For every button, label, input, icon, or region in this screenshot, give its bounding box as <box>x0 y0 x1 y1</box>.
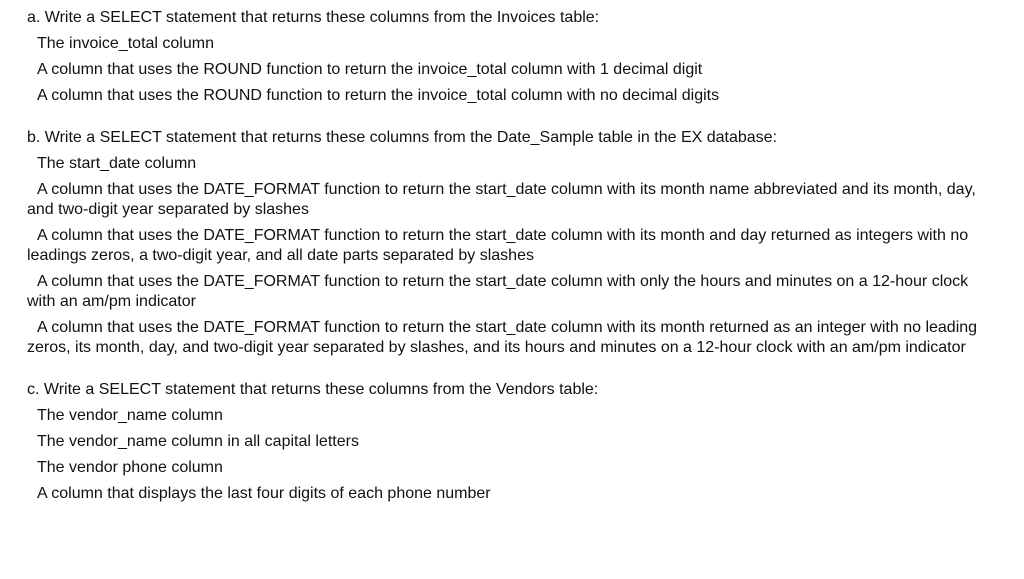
exercise-b-item: A column that uses the DATE_FORMAT function to return the start_date column with its month and day returned as integers with no leadings zeros, a two-digit year, and all date parts separated by slashes <box>27 227 969 264</box>
exercise-b-item: A column that uses the DATE_FORMAT function to return the start_date column with its month name abbreviated and its month, day, and two-digit year separated by slashes <box>27 181 976 218</box>
exercise-b-item: The start_date column <box>37 155 197 172</box>
exercise-a-item: A column that uses the ROUND function to return the invoice_total column with 1 decimal digit <box>37 61 703 78</box>
exercise-b-item: A column that uses the DATE_FORMAT function to return the start_date column with its month returned as an integer with no leading zeros, its month, day, and two-digit year separated by slashes, and its hours and minutes on a 12-hour clock with an am/pm indicator <box>27 319 978 356</box>
exercise-a <box>27 8 997 106</box>
exercise-c-item: The vendor phone column <box>37 459 223 476</box>
exercise-c-item: A column that displays the last four digits of each phone number <box>37 485 491 502</box>
exercise-b-item: A column that uses the DATE_FORMAT function to return the start_date column with only the hours and minutes on a 12-hour clock with an am/pm indicator <box>27 273 969 310</box>
exercise-c-item: The vendor_name column <box>37 407 223 424</box>
exercise-a-item: The invoice_total column <box>37 35 214 52</box>
exercise-c <box>27 380 997 504</box>
exercise-a-heading: a. Write a SELECT statement that returns these columns from the Invoices table: <box>27 9 600 26</box>
exercise-c-heading: c. Write a SELECT statement that returns these columns from the Vendors table: <box>27 381 599 398</box>
exercise-c-item: The vendor_name column in all capital letters <box>37 433 359 450</box>
exercise-b <box>27 128 997 358</box>
exercise-b-heading: b. Write a SELECT statement that returns these columns from the Date_Sample table in the EX database: <box>27 129 778 146</box>
exercise-a-item: A column that uses the ROUND function to return the invoice_total column with no decimal digits <box>37 87 720 104</box>
document-body <box>27 8 997 526</box>
